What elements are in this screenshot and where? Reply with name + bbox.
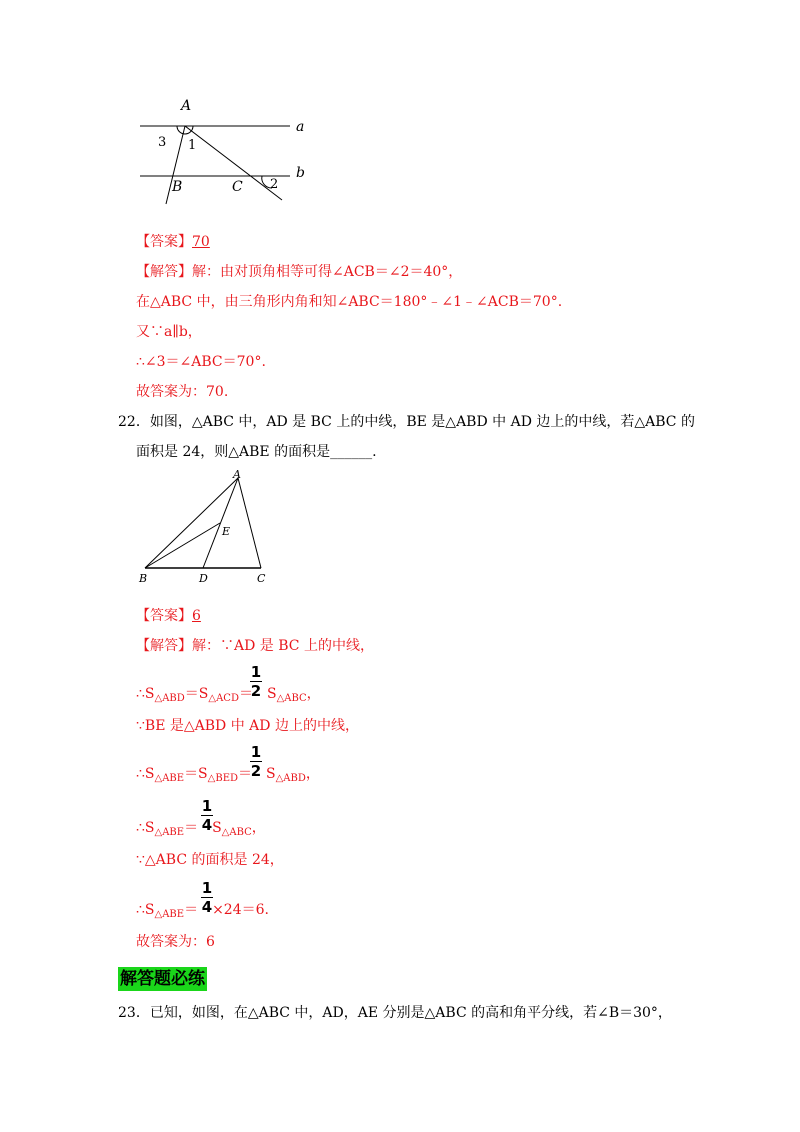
solution-tag: 【解答】 (136, 638, 192, 654)
text: ＝ (184, 820, 199, 836)
text: ∴S (136, 820, 155, 836)
text: ， (306, 686, 321, 702)
q22-solution-line-6: ∵△ABC 的面积是 24， (136, 852, 284, 868)
label-3: 3 (158, 135, 167, 150)
subscript: △ABC (221, 827, 252, 838)
text: ＝S (184, 686, 209, 702)
q21-solution-line-5: 故答案为：70. (136, 384, 229, 400)
label-C: C (232, 179, 243, 195)
text: S (212, 820, 222, 836)
text: ∴S (136, 686, 155, 702)
q22-line-1: 22．如图，△ABC 中，AD 是 BC 上的中线，BE 是△ABD 中 AD 边上的中线，若△ABC 的 (118, 414, 695, 430)
numerator: 1 (250, 743, 262, 761)
q22-text: 面积是 24，则△ABE 的面积是 (136, 444, 331, 460)
text: ∴S (136, 902, 155, 918)
label-E: E (222, 525, 231, 538)
solution-text: 解：由对顶角相等可得∠ACB＝∠2＝40°， (192, 264, 463, 280)
solution-tag: 【解答】 (136, 264, 192, 280)
label-C: C (257, 572, 266, 585)
fraction-one-quarter (201, 798, 213, 833)
label-B: B (139, 572, 148, 585)
subscript: △ABC (276, 693, 307, 704)
median-AD (203, 478, 238, 568)
q21-solution-line-4: ∴∠3＝∠ABC＝70°. (136, 354, 266, 370)
subscript: △ACD (208, 693, 239, 704)
text: ＝S (184, 766, 208, 782)
parallel-lines-figure (130, 92, 330, 207)
denominator: 2 (250, 682, 262, 700)
label-B: B (172, 179, 183, 195)
text: ， (305, 766, 320, 782)
label-2: 2 (270, 177, 279, 192)
text: ×24＝6. (212, 902, 269, 918)
denominator: 2 (250, 762, 262, 780)
q23-line-1: 23．已知，如图，在△ABC 中，AD，AE 分别是△ABC 的高和角平分线，若∠B＝30°， (118, 1005, 672, 1021)
text: ＝ (238, 686, 253, 702)
fraction-one-half (250, 744, 262, 779)
text: ∴S (136, 766, 155, 782)
q22-line-2 (136, 442, 377, 462)
triangle-figure (135, 468, 275, 588)
text: ＝ (184, 902, 199, 918)
label-b: b (296, 165, 305, 181)
fraction-one-half (250, 664, 262, 699)
subscript: △BED (207, 773, 239, 784)
numerator: 1 (201, 797, 213, 815)
q21-solution-line-2: 在△ABC 中，由三角形内角和知∠ABC＝180°﹣∠1﹣∠ACB＝70°. (136, 294, 563, 310)
text: ＝ (238, 766, 253, 782)
side-AB (145, 478, 238, 568)
label-A: A (233, 468, 241, 481)
q22-solution-line-8: 故答案为：6 (136, 934, 215, 950)
text: S (266, 686, 277, 702)
q21-solution-line-1 (136, 262, 462, 282)
denominator: 4 (201, 898, 213, 916)
denominator: 4 (201, 816, 213, 834)
solution-text: 解：∵AD 是 BC 上的中线， (192, 638, 374, 654)
q22-solution-line-4 (136, 764, 320, 789)
q22-answer (136, 606, 201, 626)
side-AC (238, 478, 261, 568)
subscript: △ABE (154, 909, 185, 920)
fraction-one-quarter (201, 880, 213, 915)
numerator: 1 (250, 663, 262, 681)
section-heading: 解答题必练 (120, 969, 205, 989)
text: S (266, 766, 276, 782)
q21-solution-line-3: 又∵a∥b， (136, 324, 202, 340)
q21-answer (136, 232, 210, 252)
answer-value: 70 (192, 234, 210, 250)
median-BE (145, 523, 220, 568)
q22-solution-line-3: ∵BE 是△ABD 中 AD 边上的中线， (136, 718, 359, 734)
subscript: △ABE (154, 827, 185, 838)
label-a: a (296, 119, 305, 135)
answer-value: 6 (192, 608, 201, 624)
label-1: 1 (188, 138, 197, 153)
subscript: △ABE (154, 773, 185, 784)
numerator: 1 (201, 879, 213, 897)
q22-solution-line-1 (136, 636, 374, 656)
answer-blank: ______. (330, 444, 377, 460)
q22-solution-line-2 (136, 684, 321, 709)
subscript: △ABD (154, 693, 185, 704)
label-D: D (199, 572, 208, 585)
answer-tag: 【答案】 (136, 234, 192, 250)
subscript: △ABD (275, 773, 306, 784)
text: ， (251, 820, 266, 836)
answer-tag: 【答案】 (136, 608, 192, 624)
label-A: A (181, 98, 192, 114)
